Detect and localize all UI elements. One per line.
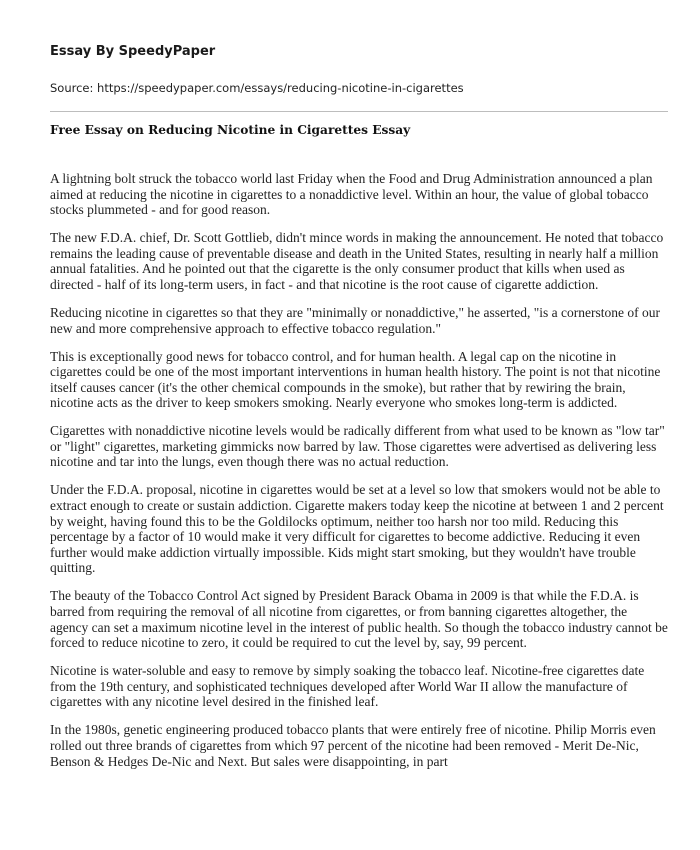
paragraph: A lightning bolt struck the tobacco world last Friday when the Food and Drug Administration announced a plan aimed at reducing the nicotine in cigarettes to a nonaddictive level. Within an hour, the value of global tobacco stocks plummeted - and for good reason. bbox=[50, 171, 653, 218]
paragraph: Reducing nicotine in cigarettes so that they are "minimally or nonaddictive," he asserted, "is a cornerstone of our new and more comprehensive approach to effective tobacco regulation." bbox=[50, 304, 660, 336]
essay-body bbox=[50, 171, 668, 769]
brand-title: Essay By SpeedyPaper bbox=[50, 44, 216, 59]
essay-title: Free Essay on Reducing Nicotine in Cigarettes Essay bbox=[50, 123, 411, 137]
paragraph: Under the F.D.A. proposal, nicotine in cigarettes would be set at a level so low that smokers would not be able to extract enough to create or sustain addiction. Cigarette makers today keep the nicotine at between 1 and 2 percent by weight, having found this to be the Goldilocks optimum, neither too harsh nor too mild. Reducing this percentage by a factor of 10 would make it very difficult for cigarettes to become addictive. Reducing it even further would make addiction virtually impossible. Kids might start smoking, but they wouldn't have trouble quitting. bbox=[50, 482, 664, 576]
header-divider bbox=[50, 111, 668, 112]
paragraph: Cigarettes with nonaddictive nicotine levels would be radically different from what used to be known as "low tar" or "light" cigarettes, marketing gimmicks now barred by law. Those cigarettes were advertised as delivering less nicotine and tar into the lungs, even though there was no actual reduction. bbox=[50, 423, 665, 470]
paragraph: Nicotine is water-soluble and easy to remove by simply soaking the tobacco leaf. Nicotine-free cigarettes date from the 19th century, and sophisticated techniques developed after World War II allow the manufacture of cigarettes with any nicotine level desired in the finished leaf. bbox=[50, 663, 645, 710]
paragraph: The new F.D.A. chief, Dr. Scott Gottlieb, didn't mince words in making the announcement. He noted that tobacco remains the leading cause of preventable disease and death in the United States, resulting in nearly half a million annual fatalities. And he pointed out that the cigarette is the only consumer product that kills when used as directed - half of its long-term users, in fact - and that nicotine is the root cause of cigarette addiction. bbox=[50, 230, 664, 292]
source-line: Source: https://speedypaper.com/essays/reducing-nicotine-in-cigarettes bbox=[50, 81, 464, 95]
paragraph: This is exceptionally good news for tobacco control, and for human health. A legal cap on the nicotine in cigarettes could be one of the most important interventions in human health history. The point is not that nicotine itself causes cancer (it's the other chemical compounds in the smoke), but rather that by rewiring the brain, nicotine acts as the driver to keep smokers smoking. Nearly everyone who smokes long-term is addicted. bbox=[50, 348, 661, 411]
paragraph: In the 1980s, genetic engineering produced tobacco plants that were entirely free of nicotine. Philip Morris even rolled out three brands of cigarettes from which 97 percent of the nicotine had been removed - Merit De-Nic, Benson & Hedges De-Nic and Next. But sales were disappointing, in part bbox=[50, 722, 656, 769]
paragraph: The beauty of the Tobacco Control Act signed by President Barack Obama in 2009 is that while the F.D.A. is barred from requiring the removal of all nicotine from cigarettes, or from banning cigarettes altogether, the agency can set a maximum nicotine level in the interest of public health. So though the tobacco industry cannot be forced to reduce nicotine to zero, it could be required to cut the level by, say, 99 percent. bbox=[50, 588, 668, 651]
